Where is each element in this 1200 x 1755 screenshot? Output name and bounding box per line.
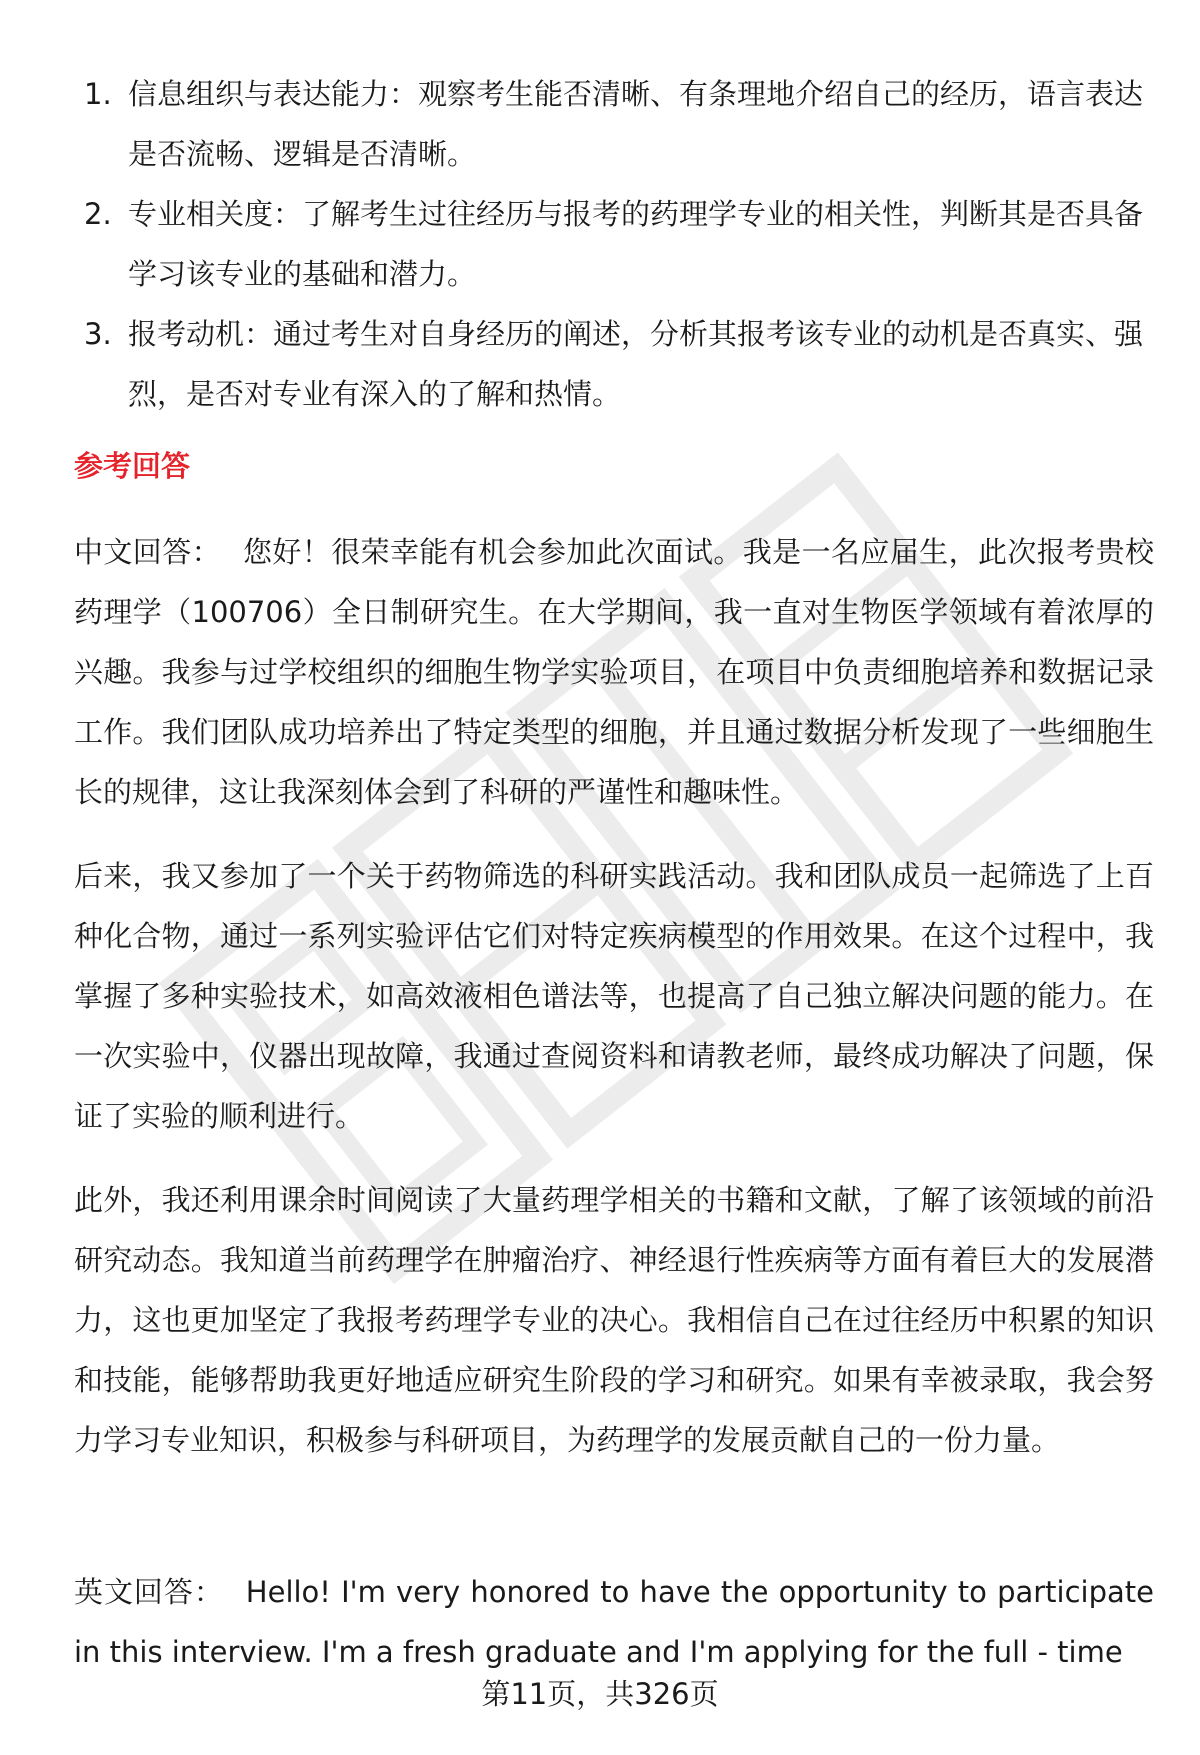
reference-answer-heading: 参考回答	[74, 449, 191, 483]
chinese-answer-paragraph-1	[74, 522, 1154, 822]
chinese-answer-text-1: 您好！很荣幸能有机会参加此次面试。我是一名应届生，此次报考贵校药理学（100706）全日制研究生。在大学期间，我一直对生物医学领域有着浓厚的兴趣。我参与过学校组织的细胞生物学实验项目，在项目中负责细胞培养和数据记录工作。我们团队成功培养出了特定类型的细胞，并且通过数据分析发现了一些细胞生长的规律，这让我深刻体会到了科研的严谨性和趣味性。	[74, 535, 1154, 809]
criteria-text: 信息组织与表达能力：观察考生能否清晰、有条理地介绍自己的经历，语言表达是否流畅、逻辑是否清晰。	[128, 77, 1144, 171]
english-answer-paragraph	[74, 1562, 1154, 1682]
english-answer-text: Hello! I'm very honored to have the opportunity to participate in this interview. I'm a fresh graduate and I'm applying for the full - time	[74, 1575, 1154, 1669]
criteria-item	[72, 64, 1152, 184]
criteria-item	[72, 184, 1152, 304]
chinese-answer-paragraph-2: 后来，我又参加了一个关于药物筛选的科研实践活动。我和团队成员一起筛选了上百种化合物，通过一系列实验评估它们对特定疾病模型的作用效果。在这个过程中，我掌握了多种实验技术，如高效液相色谱法等，也提高了自己独立解决问题的能力。在一次实验中，仪器出现故障，我通过查阅资料和请教老师，最终成功解决了问题，保证了实验的顺利进行。	[74, 859, 1154, 1133]
chinese-answer-label: 中文回答：	[74, 535, 221, 569]
chinese-answer-paragraph-3: 此外，我还利用课余时间阅读了大量药理学相关的书籍和文献，了解了该领域的前沿研究动态。我知道当前药理学在肿瘤治疗、神经退行性疾病等方面有着巨大的发展潜力，这也更加坚定了我报考药理学专业的决心。我相信自己在过往经历中积累的知识和技能，能够帮助我更好地适应研究生阶段的学习和研究。如果有幸被录取，我会努力学习专业知识，积极参与科研项目，为药理学的发展贡献自己的一份力量。	[74, 1183, 1154, 1457]
criteria-number: 2.	[84, 197, 112, 231]
criteria-text: 专业相关度：了解考生过往经历与报考的药理学专业的相关性，判断其是否具备学习该专业的基础和潜力。	[128, 197, 1144, 291]
criteria-number: 1.	[84, 77, 112, 111]
criteria-text: 报考动机：通过考生对自身经历的阐述，分析其报考该专业的动机是否真实、强烈，是否对专业有深入的了解和热情。	[128, 317, 1144, 411]
english-answer-label: 英文回答：	[74, 1575, 224, 1609]
page-indicator: 第11页，共326页	[481, 1677, 719, 1711]
evaluation-criteria-list	[72, 64, 1152, 424]
criteria-number: 3.	[84, 317, 112, 351]
criteria-item	[72, 304, 1152, 424]
